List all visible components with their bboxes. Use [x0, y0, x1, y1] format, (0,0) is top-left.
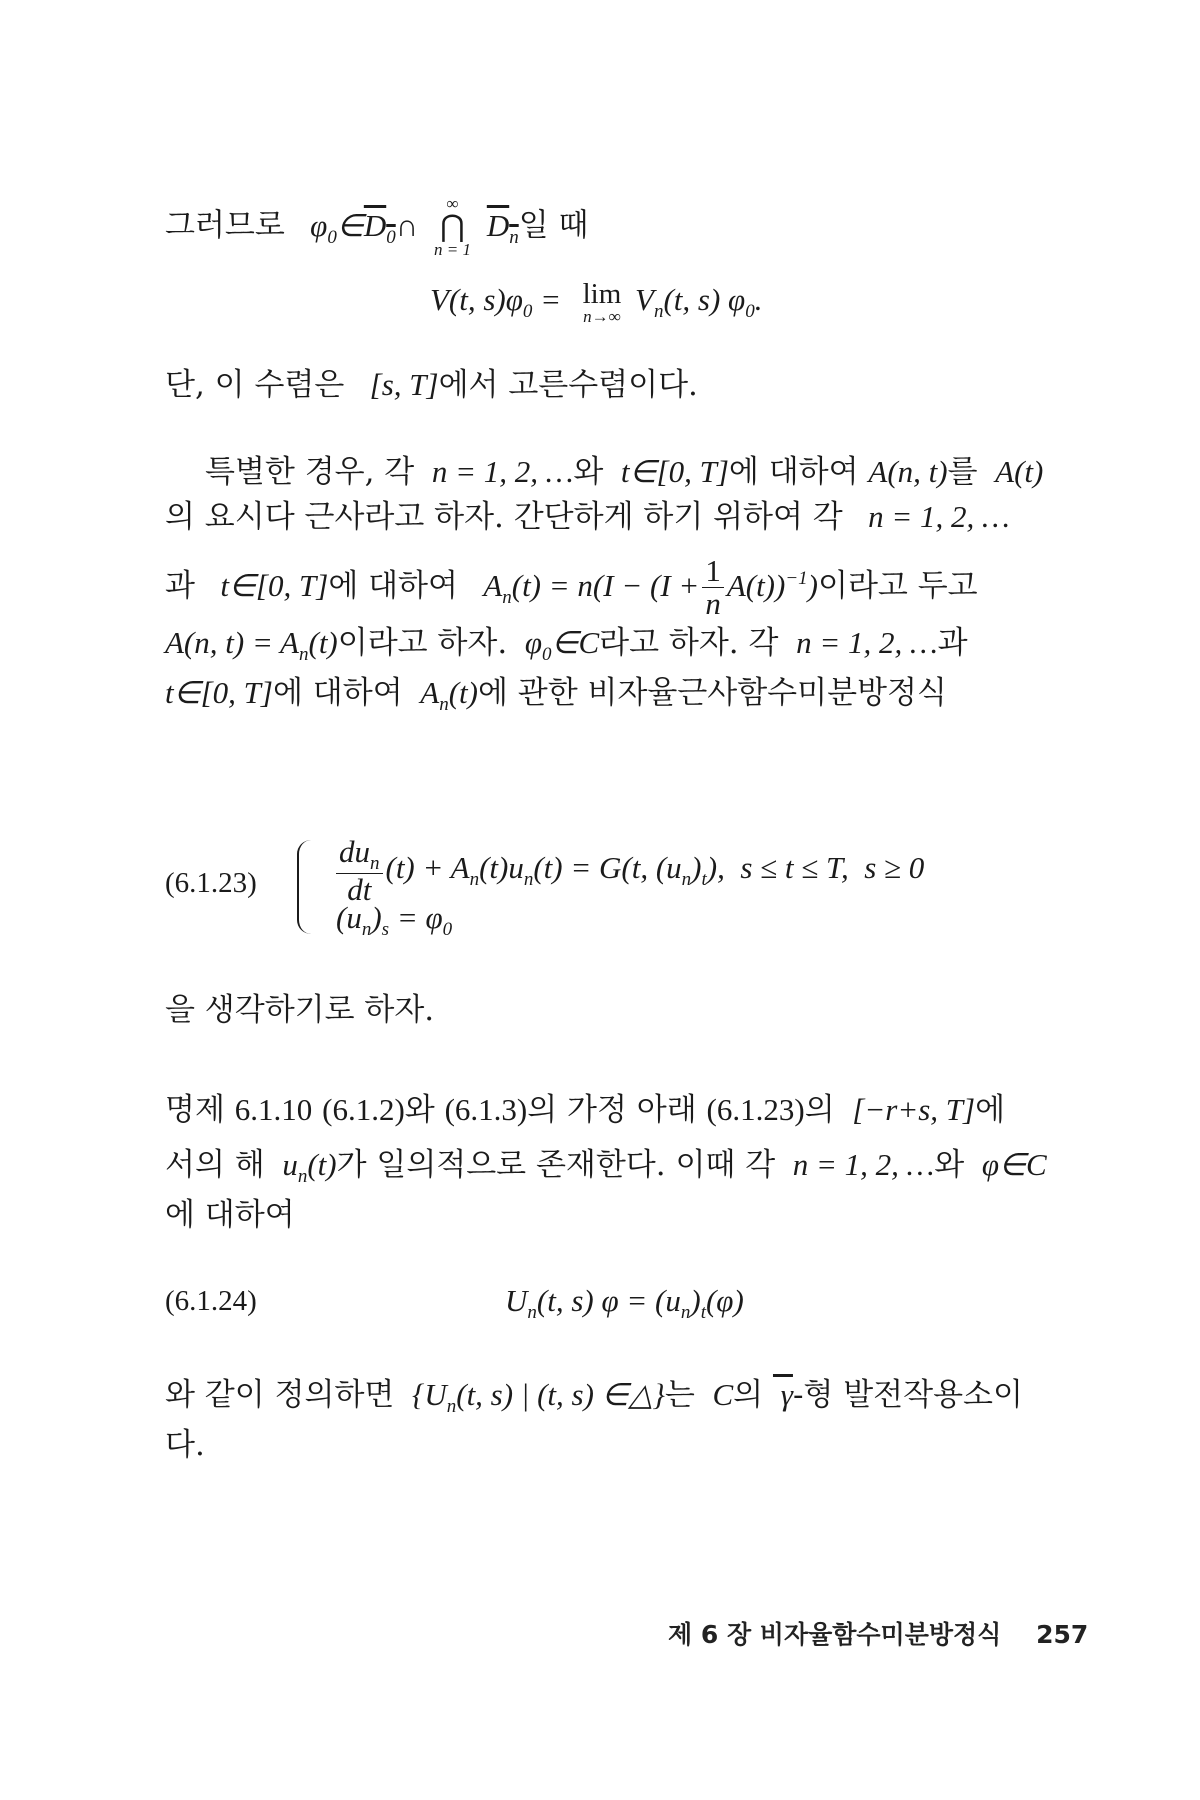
text: 의 가정 아래 — [527, 1092, 697, 1128]
text: 에 — [975, 1092, 1006, 1128]
math: A(n, t) — [868, 454, 948, 489]
text: 과 — [937, 625, 968, 661]
math: t∈[0, T] — [165, 675, 273, 710]
math: n = 1, 2, … — [785, 1147, 935, 1182]
text-line — [165, 1195, 1065, 1235]
text: 을 생각하기로 하자. — [165, 992, 435, 1028]
equation-number: (6.1.23) — [165, 867, 257, 899]
text-line — [165, 195, 1065, 259]
text-line — [165, 1090, 1065, 1130]
text: 과 — [165, 568, 195, 604]
math: t∈[0, T] — [204, 568, 329, 603]
page-footer — [668, 1615, 1088, 1651]
page-number: 257 — [1036, 1620, 1089, 1649]
text: 에 대하여 — [165, 1197, 295, 1233]
math: φ∈C — [974, 1147, 1047, 1182]
text: 이라고 하자. — [337, 625, 508, 661]
math: $A_n(t)$ — [412, 675, 478, 715]
math: $\varphi_0\in D_0\cap$ — [294, 207, 419, 248]
text-line — [165, 497, 1065, 537]
math: $\frac{1}{n}$ — [702, 555, 724, 620]
text: 와 — [573, 454, 604, 490]
text-line — [165, 1145, 1065, 1190]
math: n = 1, 2, … — [424, 454, 574, 489]
text: 다. — [165, 1427, 205, 1463]
display-equation: V(t, $s)\varphi_0$ = lim n→∞ $V_n(t$, s) $\varphi_0$. — [430, 278, 763, 326]
math: A(t))$^{-1}$) — [726, 568, 818, 603]
text: 이라고 두고 — [818, 568, 978, 604]
text: 에 대하여 — [328, 568, 458, 604]
math: $\varphi_0\in C$ — [517, 625, 600, 665]
text: 가 일의적으로 존재한다. 이때 각 — [336, 1147, 776, 1183]
text: 서의 해 — [165, 1147, 265, 1183]
text-line — [165, 365, 1065, 405]
math: t∈[0, T] — [613, 454, 729, 489]
text: 의 — [804, 1092, 835, 1128]
math: $D_n$ — [486, 207, 519, 248]
math: (6.1.23) — [706, 1092, 805, 1127]
math: γ — [772, 1377, 793, 1412]
math: (6.1.3) — [444, 1092, 528, 1127]
math: [s, T] — [354, 367, 439, 402]
text: -형 발전작용소이 — [792, 1377, 1023, 1413]
display-equation: $\frac{du_n}{dt}$ $(t) + A_n(t)u_n(t) = G(t$, $(u_n)_t$), s ≤ t ≤ T, s ≥ 0 — [333, 836, 924, 906]
text: 에 대하여 — [728, 454, 859, 490]
math: 6.1.10 — [234, 1092, 313, 1127]
text: 라고 하자. 각 — [599, 625, 779, 661]
text-line — [165, 673, 1065, 718]
text-line — [165, 1425, 1065, 1465]
text: 에서 고른수렴이다. — [438, 367, 698, 403]
math: {$U_n(t$, s) | (t, s) ∈△} — [404, 1377, 665, 1417]
math: n = 1, 2, … — [788, 625, 938, 660]
text: 일 때 — [518, 207, 589, 244]
text: 의 — [733, 1377, 764, 1413]
display-equation: $U_n(t$, s) $\varphi = (u_n)_t(\varphi)$ — [505, 1283, 744, 1323]
text: 의 요시다 근사라고 하자. 간단하게 하기 위하여 각 — [165, 499, 843, 535]
left-brace — [297, 840, 317, 934]
text-line — [205, 452, 1105, 492]
text-line — [165, 623, 1065, 668]
math: (6.1.2)와 — [322, 1092, 435, 1127]
display-equation: $(u_n)_s = \varphi_0$ — [336, 900, 453, 940]
text: 특별한 경우, 각 — [205, 454, 415, 490]
text-line — [165, 990, 1065, 1030]
math: [−r+s, T] — [844, 1092, 976, 1127]
math: A(t) — [987, 454, 1044, 489]
text: 단, 이 수렴은 — [165, 367, 345, 403]
text: 에 대하여 — [273, 675, 403, 711]
math: $A_n(t) = n(I - (I$ + — [467, 568, 700, 608]
text: 를 — [947, 454, 978, 490]
chapter-title: 제 6 장 비자율함수미분방정식 — [668, 1620, 1002, 1649]
math: $u_n(t)$ — [274, 1147, 337, 1187]
text-line — [165, 1375, 1065, 1420]
math: C — [704, 1377, 734, 1412]
math: n = 1, 2, … — [852, 499, 1010, 534]
equation-number: (6.1.24) — [165, 1285, 257, 1317]
text: 와 같이 정의하면 — [165, 1377, 395, 1413]
math: A(n, $t) = A_n(t)$ — [165, 625, 338, 665]
text: 에 관한 비자율근사함수미분방정식 — [477, 675, 947, 711]
text: 명제 — [165, 1092, 225, 1128]
math: ∞ ⋂ n = 1 — [433, 194, 471, 259]
text: 그러므로 — [165, 207, 285, 244]
text: 와 — [934, 1147, 965, 1183]
text: 는 — [664, 1377, 695, 1413]
text-line — [165, 555, 1065, 620]
